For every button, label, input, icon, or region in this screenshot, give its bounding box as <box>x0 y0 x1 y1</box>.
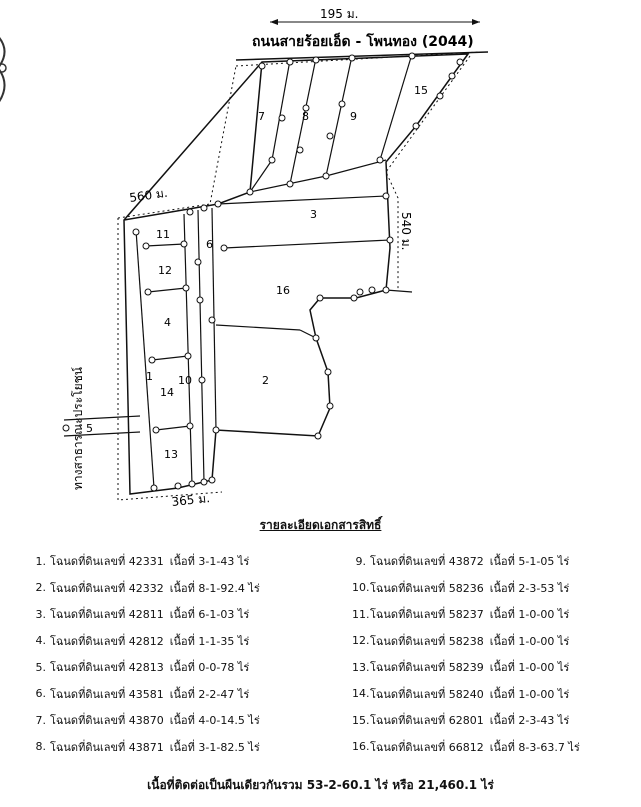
deed-row: 2. โฉนดที่ดินเลขที่ 42332 เนื้อที่ 8-1-92.4 ไร่ <box>35 581 260 595</box>
plot-label-3: 3 <box>310 208 317 221</box>
plot-label-14: 14 <box>160 386 174 399</box>
road-top-label: ถนนสายร้อยเอ็ด - โพนทอง (2044) <box>252 34 474 50</box>
deed-row: 13. โฉนดที่ดินเลขที่ 58239 เนื้อที่ 1-0-00 ไร่ <box>352 660 570 675</box>
plot-label-13: 13 <box>164 448 178 461</box>
deed-row: 4. โฉนดที่ดินเลขที่ 42812 เนื้อที่ 1-1-35 ไร่ <box>35 634 250 648</box>
plot-label-8: 8 <box>302 110 309 123</box>
dim-bottom-label: 365 ม. <box>170 491 211 509</box>
dim-left-top-label: 560 ม. <box>128 185 169 205</box>
plot-labels <box>86 84 428 461</box>
plot-label-16: 16 <box>276 284 290 297</box>
plot-label-15: 15 <box>414 84 428 97</box>
road-left-label: ทางสาธารณะประโยชน์ <box>71 367 85 490</box>
deed-list-left <box>32 548 260 760</box>
plot-label-11: 11 <box>156 228 170 241</box>
deed-row: 14. โฉนดที่ดินเลขที่ 58240 เนื้อที่ 1-0-00 ไร่ <box>352 687 570 701</box>
deed-row: 6. โฉนดที่ดินเลขที่ 43581 เนื้อที่ 2-2-47 ไร่ <box>35 687 250 701</box>
deed-row: 10. โฉนดที่ดินเลขที่ 58236 เนื้อที่ 2-3-53 ไร่ <box>352 581 570 595</box>
deed-row: 15. โฉนดที่ดินเลขที่ 62801 เนื้อที่ 2-3-43 ไร่ <box>352 713 570 728</box>
deed-row: 8. โฉนดที่ดินเลขที่ 43871 เนื้อที่ 3-1-82.5 ไร่ <box>35 740 260 754</box>
plot-label-6: 6 <box>206 238 213 251</box>
deed-row: 11. โฉนดที่ดินเลขที่ 58237 เนื้อที่ 1-0-00 ไร่ <box>352 607 570 622</box>
dim-top <box>270 7 480 25</box>
plot-label-10: 10 <box>178 374 192 387</box>
plot-label-9: 9 <box>350 110 357 123</box>
parcel-lines <box>64 54 412 488</box>
plot-label-4: 4 <box>164 316 171 329</box>
plot-label-7: 7 <box>258 110 265 123</box>
deed-row: 3. โฉนดที่ดินเลขที่ 42811 เนื้อที่ 6-1-03 ไร่ <box>35 607 250 622</box>
deed-row: 5. โฉนดที่ดินเลขที่ 42813 เนื้อที่ 0-0-78 ไร่ <box>35 660 250 675</box>
dim-right-label: 540 ม. <box>399 212 413 251</box>
dim-top-label: 195 ม. <box>320 7 359 21</box>
deed-row: 7. โฉนดที่ดินเลขที่ 43870 เนื้อที่ 4-0-14.5 ไร่ <box>35 713 260 728</box>
deed-details-title: รายละเอียดเอกสารสิทธิ์ <box>259 518 382 532</box>
plot-label-5: 5 <box>86 422 93 435</box>
total-area-summary: เนื้อที่ติดต่อเป็นผืนเดียวกันรวม 53-2-60.1 ไร่ หรือ 21,460.1 ไร่ <box>147 778 494 792</box>
deed-list-right <box>352 548 580 760</box>
deed-row: 12. โฉนดที่ดินเลขที่ 58238 เนื้อที่ 1-0-00 ไร่ <box>352 634 570 648</box>
deed-row: 16. โฉนดที่ดินเลขที่ 66812 เนื้อที่ 8-3-63.7 ไร่ <box>352 740 580 754</box>
deed-row: 9. โฉนดที่ดินเลขที่ 43872 เนื้อที่ 5-1-05 ไร่ <box>355 554 570 569</box>
plot-label-12: 12 <box>158 264 172 277</box>
plot-label-1: 1 <box>146 370 153 383</box>
deed-row: 1. โฉนดที่ดินเลขที่ 42331 เนื้อที่ 3-1-43 ไร่ <box>35 554 250 569</box>
plot-label-2: 2 <box>262 374 269 387</box>
